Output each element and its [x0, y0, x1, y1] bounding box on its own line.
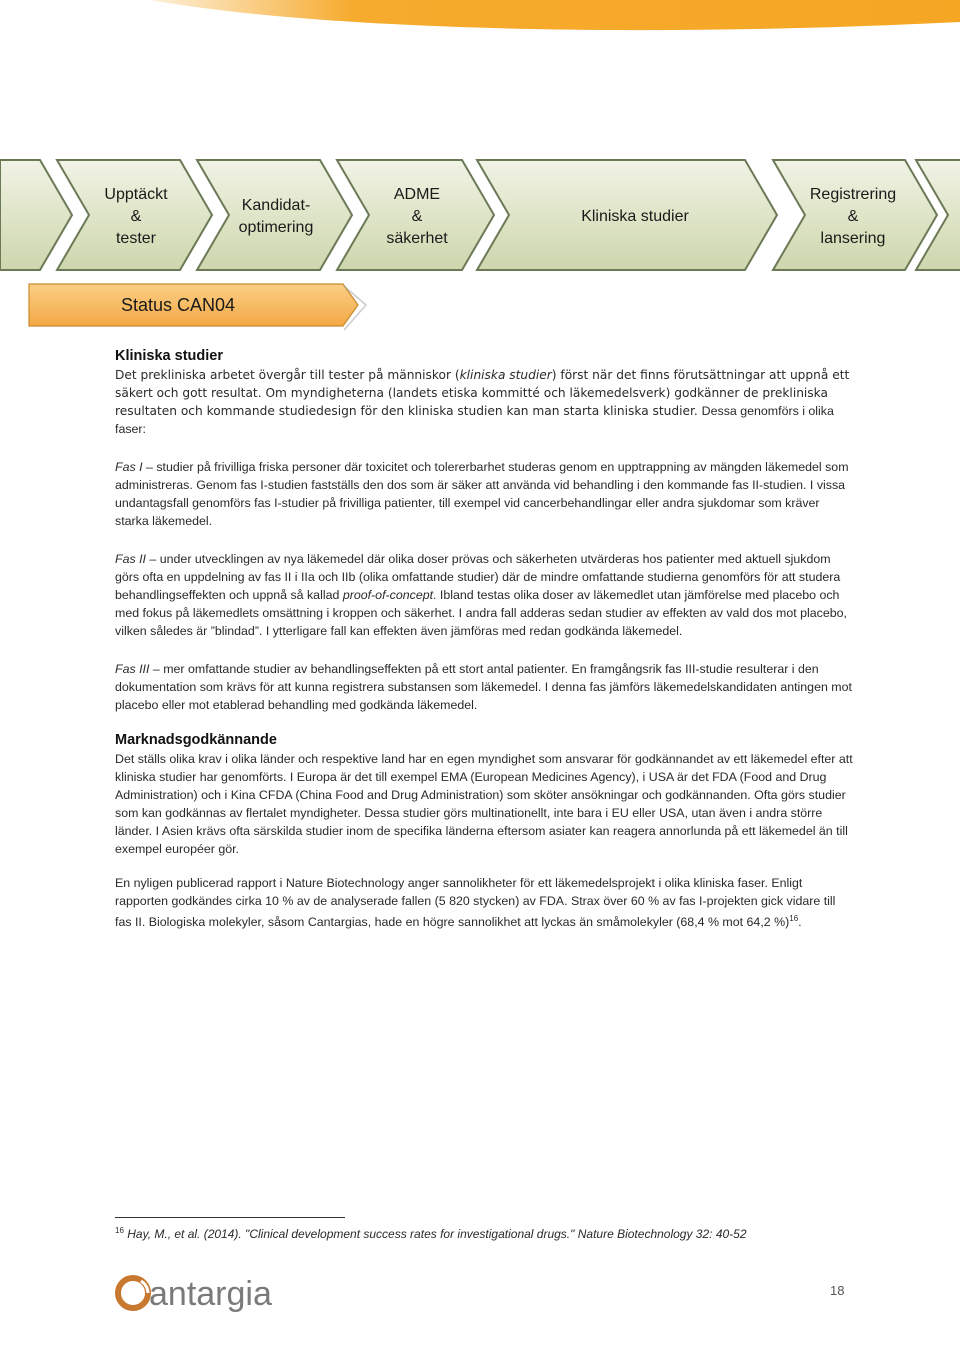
intro-text-a: Det prekliniska arbetet övergår till tester på människor (: [115, 368, 460, 382]
header-swoosh: [0, 0, 960, 60]
fas2-paragraph: [115, 550, 855, 640]
stage-kliniska: [510, 160, 760, 274]
heading-marknadsgodkannande: Marknadsgodkännande: [115, 732, 277, 748]
fas3-paragraph: [115, 660, 855, 714]
status-label: Status CAN04: [120, 294, 236, 315]
page-number: 18: [830, 1283, 845, 1298]
stage-5-line3: lansering: [820, 230, 886, 247]
stage-5-line2: &: [847, 208, 859, 225]
stage-3-line2: &: [411, 208, 423, 225]
chevron-partial-left: [0, 160, 72, 270]
stage-4-line1: Kliniska studier: [581, 208, 689, 225]
stage-registrering: [798, 160, 908, 274]
stage-1-line2: &: [130, 208, 142, 225]
fas2-text-a: – under utvecklingen av nya läkemedel där olika doser prövas och säkerheten utvärderas hos patienter med aktuell sjukdom görs ofta en uppdelning av fas II i IIa och IIb (olika omfattande studier) där de mindre omfattande studierna genomförs för att studera behandlingseffekten och uppnå så kallad: [115, 552, 841, 602]
stage-1-line3: tester: [115, 230, 156, 247]
report-text: En nyligen publicerad rapport i Nature Biotechnology anger sannolikheter för ett läkemedelsprojekt i olika kliniska faser. Enligt rapporten godkändes cirka 10 % av de analyserade fallen (5 820 stycken) av FDA. Strax över 60 % av fas I-projekten gick vidare till fas II. Biologiska molekyler, såsom Cantargias, hade en högre sannolikhet att lyckas än småmolekyler (68,4 % mot 64,2 %): [115, 876, 836, 930]
report-paragraph: [115, 874, 855, 931]
stage-3-line3: säkerhet: [386, 230, 448, 247]
stage-adme: [366, 160, 468, 274]
footnote: [115, 1226, 747, 1241]
stage-kandidat: [226, 160, 326, 274]
fas1-paragraph: [115, 458, 855, 530]
svg-text:antargia: antargia: [149, 1275, 272, 1313]
stage-3-line1: ADME: [393, 186, 441, 203]
stage-1-line1: Upptäckt: [104, 186, 168, 203]
stage-upptackt: [86, 160, 186, 274]
fas1-text: – studier på frivilliga friska personer där toxicitet och tolererbarhet studeras genom en upptrappning av mängden läkemedel som administreras. Genom fas I-studien fastställs den dos som är säker att använda vid behandling i den kommande fas II-studien. I vissa undantagsfall genomförs fas I-studier på frivilliga patienter, till exempel vid cancerbehandlingar eller andra sjukdomar som kräver starka läkemedel.: [115, 460, 849, 528]
footnote-number: 16: [115, 1226, 124, 1235]
footnote-ref[interactable]: 16: [789, 914, 799, 923]
stage-2-line1: Kandidat-: [241, 197, 311, 214]
stage-5-line1: Registrering: [809, 186, 897, 203]
intro-paragraph: [115, 366, 855, 438]
fas2-text-b: . Ibland testas olika doser av läkemedlet utan jämförelse med placebo och med fokus på läkemedlets omsättning i kroppen och säkerhet. I andra fall adderas sedan studier av effekten av vald dos mot placebo, vilken således är ”blindad”. I ytterligare fall kan effekten även jämföras med redan godkända läkemedel.: [115, 588, 847, 638]
stage-2-line2: optimering: [238, 219, 314, 236]
footnote-divider: [115, 1217, 345, 1218]
main-content: [115, 346, 855, 931]
heading-kliniska-studier: Kliniska studier: [115, 348, 223, 364]
intro-text-c: Dessa genomförs i olika faser:: [115, 404, 834, 436]
report-text-end: .: [798, 915, 802, 930]
fas2-text-em: proof-of-concept: [342, 588, 434, 602]
fas3-text: – mer omfattande studier av behandlingseffekten på ett stort antal patienter. En framgångsrik fas III-studie resulterar i den dokumentation som krävs för att kunna registrera substansen som läkemedel. I denna fas jämförs läkemedelskandidaten antingen mot placebo eller mot etablerad behandling med godkända läkemedel.: [115, 662, 852, 712]
fas1-label: Fas I: [115, 460, 143, 474]
footnote-text: Hay, M., et al. (2014). "Clinical development success rates for investigational drugs." Nature Biotechnology 32: 40-52: [123, 1227, 747, 1241]
market-paragraph: Det ställs olika krav i olika länder och respektive land har en egen myndighet som ansvarar för godkännandet av ett läkemedel efter att kliniska studier har genomförts. I Europa är det till exempel EMA (European Medicines Agency), i USA är det FDA (Food and Drug Administration) och i Kina CFDA (China Food and Drug Administration) som sköter ansökningar och godkännanden. Ofta görs studier som kan godkännas av flertalet myndigheter. Dessa studier görs multinationellt, inte bara i EU eller USA, utan även i andra större länder. I Asien krävs ofta särskilda studier inom de specifika länderna eftersom asiater kan reagera annorlunda på ett läkemedel än till exempel européer gör.: [115, 752, 853, 856]
intro-text-b: ) först när det finns förutsättningar att uppnå ett säkert och gott resultat. Om myndigheterna (landets etiska kommitté och läkemedelsverk) godkänner de prekliniska resultaten och kommande studiedesign för den kliniska studien kan man starta kliniska studier.: [115, 368, 850, 418]
intro-text-em: kliniska studier: [459, 368, 552, 382]
cantargia-logo: [115, 1272, 275, 1314]
fas2-label: Fas II: [115, 552, 146, 566]
fas3-label: Fas III: [115, 662, 150, 676]
